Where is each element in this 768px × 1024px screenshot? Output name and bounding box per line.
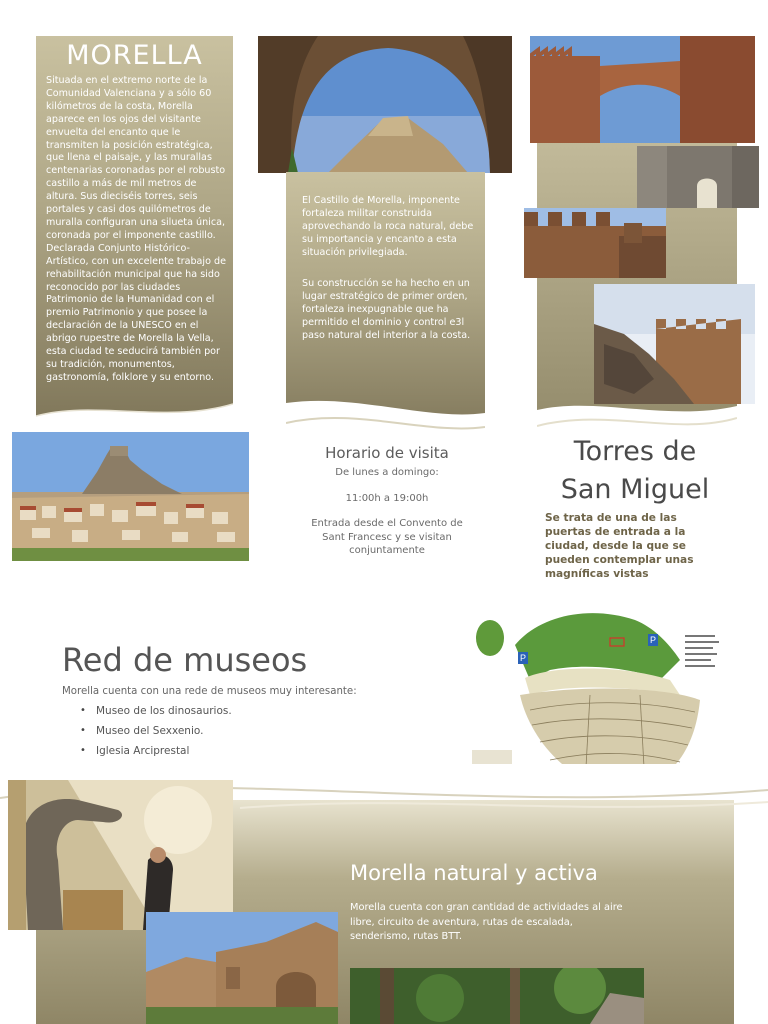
castle-arch-photo [258, 36, 512, 173]
parking-icon: P [649, 635, 657, 645]
intro-panel-wave [36, 394, 233, 430]
natural-title: Morella natural y activa [350, 861, 598, 885]
intro-title: MORELLA [66, 40, 203, 71]
parking-icon: P [519, 653, 527, 663]
morella-town-photo [12, 432, 249, 561]
dinosaur-museum-photo [8, 780, 233, 930]
museos-title: Red de museos [62, 641, 308, 679]
forest-photo [350, 968, 644, 1024]
castle-text-2: Su construcción se ha hecho en un lugar estratégico de primer orden, fortaleza inexpugnable que ha permitido el dominio y control e3l paso natural del interior a la costa. [302, 278, 471, 341]
list-item: • Museo del Sexxenio. [62, 721, 322, 741]
list-item: • Museo de los dinosaurios. [62, 701, 322, 721]
castle-panel-wave [286, 395, 485, 443]
schedule-title: Horario de visita [325, 444, 449, 462]
gate-photo [637, 146, 759, 208]
church-photo [146, 912, 338, 1024]
natural-text: Morella cuenta con gran cantidad de actividades al aire libre, circuito de aventura, rutas de escalada, senderismo, rutas BTT. [350, 902, 623, 942]
torres-title-2: San Miguel [560, 474, 710, 505]
torres-title-1: Torres de [573, 436, 697, 467]
intro-text: Situada en el extremo norte de la Comunidad Valenciana y a sólo 60 kilómetros de la costa, Morella aparece en los ojos del visitante envuelta del encanto que le transmiten la posición estratégica, que llena el paisaje, y las murallas centenarias coronadas por el robusto castillo a más de mil metros de altura. Sus dieciséis torres, seis portales y casi dos quilómetros de muralla configuran una silueta única, coronada por el imponente castillo. Declarada Conjunto Histórico-Artístico, con un excelente trabajo de rehabilitación municipal que ha sido reconocido por las ciudades Patrimonio de la Humanidad con el premio Patrimonio y que posee la declaración de la UNESCO en el abrigo rupestre de Morella la Vella, esta ciudad te seducirá también por su tradición, monumentos, gastronomía, folklore y su entorno. [46, 75, 226, 383]
towers-bridge-photo [530, 36, 755, 143]
castle-text-1: El Castillo de Morella, imponente fortaleza militar construida aprovechando la roca natural, debe su importancia y encanto a esta situación privilegiada. [302, 195, 474, 258]
museos-intro: Morella cuenta con una rede de museos muy interesante: [62, 686, 357, 697]
tower-rock-photo [594, 284, 755, 404]
list-item: • Iglesia Arciprestal [62, 741, 322, 761]
schedule-note: Entrada desde el Convento de Sant Francesc y se visitan conjuntamente [311, 518, 463, 556]
schedule-days: De lunes a domingo: [335, 467, 439, 478]
schedule-hours: 11:00h a 19:00h [345, 493, 429, 504]
torres-text: Se trata de una de las puertas de entrada a la ciudad, desde la que se pueden contemplar unas magníficas vistas [545, 512, 694, 580]
battlements-photo [524, 208, 666, 278]
